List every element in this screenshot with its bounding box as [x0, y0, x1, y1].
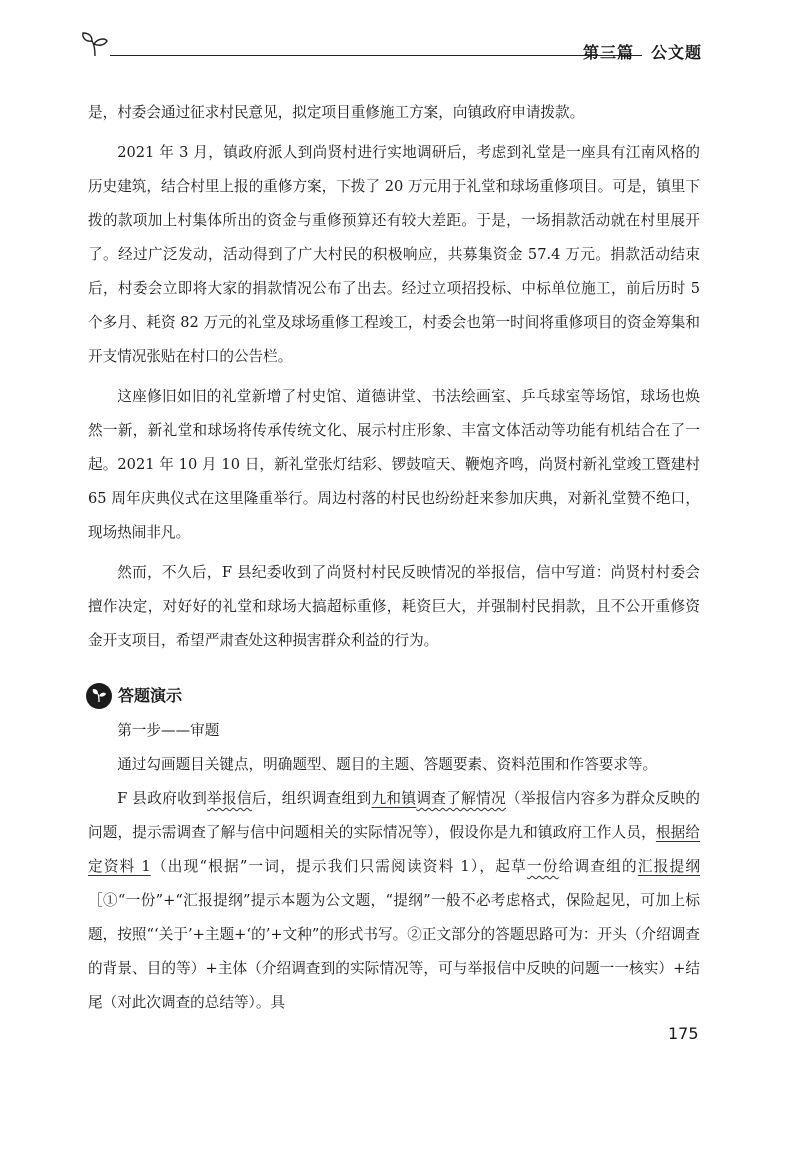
keyword-report-letter: 举报信	[207, 790, 252, 807]
keyword-town: 九和镇	[371, 790, 417, 807]
paragraph: 2021 年 3 月，镇政府派人到尚贤村进行实地调研后，考虑到礼堂是一座具有江南风格的历史建筑，结合村里上报的重修方案，下拨了 20 万元用于礼堂和球场重修项目。可是，镇里下拨的款项加上村集体所出的资金与重修预算还有较大差距。于是，一场捐款活动就在村里展开了。经过广泛发动，活动得到了广大村民的积极响应，共募集资金 57.4 万元。捐款活动结束后，村委会立即将大家的捐款情况公布了出去。经过立项招投标、中标单位施工，前后历时 5 个多月、耗资 82 万元的礼堂及球场重修工程竣工，村委会也第一时间将重修项目的资金筹集和开支情况张贴在村口的公告栏。	[88, 144, 700, 365]
step-heading: 第一步——审题	[117, 722, 220, 739]
text-run: ［①“一份”+“汇报提纲”提示本题为公文题，“提纲”一般不必考虑格式，保险起见，可加上标题，按照“‘关于’+主题+‘的’+文种”的形式书写。②正文部分的答题思路可为：开头（介绍调查的背景、目的等）+主体（介绍调查到的实际情况等，可与举报信中反映的问题一一核实）+结尾（对此次调查的总结等）。具	[88, 892, 700, 1011]
analysis-paragraph	[88, 782, 700, 1020]
keyword-material: 根据给定资料 1	[88, 824, 700, 875]
text-run: （出现“根据”一词，提示我们只需阅读资料 1），起草	[150, 858, 527, 875]
keyword-one-copy: 一份	[526, 858, 559, 875]
page-body	[88, 96, 700, 1020]
paragraph: 是，村委会通过征求村民意见，拟定项目重修施工方案，向镇政府申请拨款。	[88, 104, 585, 121]
paragraph: 通过勾画题目关键点，明确题型、题目的主题、答题要素、资料范围和作答要求等。	[117, 756, 658, 773]
leaf-icon	[86, 683, 112, 709]
paragraph: 然而，不久后，F 县纪委收到了尚贤村村民反映情况的举报信，信中写道：尚贤村村委会擅作决定，对好好的礼堂和球场大搞超标重修，耗资巨大，并强制村民捐款，且不公开重修资金开支项目，希望严肃查处这种损害群众利益的行为。	[88, 564, 700, 649]
text-run: （举报信内容多为群众反映的问题，提示需调查了解与信中问题相关的实际情况等），假设你是九和镇政府工作人员，	[88, 790, 700, 841]
sprout-icon	[80, 30, 110, 62]
paragraph: 这座修旧如旧的礼堂新增了村史馆、道德讲堂、书法绘画室、乒乓球室等场馆，球场也焕然一新，新礼堂和球场将传承传统文化、展示村庄形象、丰富文体活动等功能有机结合在了一起。2021 年 10 月 10 日，新礼堂张灯结彩、锣鼓喧天、鞭炮齐鸣，尚贤村新礼堂竣工暨建村 65 周年庆典仪式在这里隆重举行。周边村落的村民也纷纷赶来参加庆典，对新礼堂赞不绝口，现场热闹非凡。	[88, 388, 700, 541]
header-rule	[110, 55, 642, 56]
page-number: 175	[668, 1024, 699, 1043]
text-run: 后，组织调查组到	[251, 790, 372, 807]
text-run: 给调查组的	[558, 858, 638, 875]
answer-title: 答题演示	[118, 686, 183, 705]
page-header	[80, 30, 702, 70]
keyword-outline: 汇报提纲	[637, 858, 700, 875]
answer-section-header	[86, 682, 700, 710]
section-title: 第三篇 公文题	[582, 43, 702, 62]
text-run: F 县政府收到	[117, 790, 208, 807]
keyword-investigate: 调查了解情况	[416, 790, 506, 807]
